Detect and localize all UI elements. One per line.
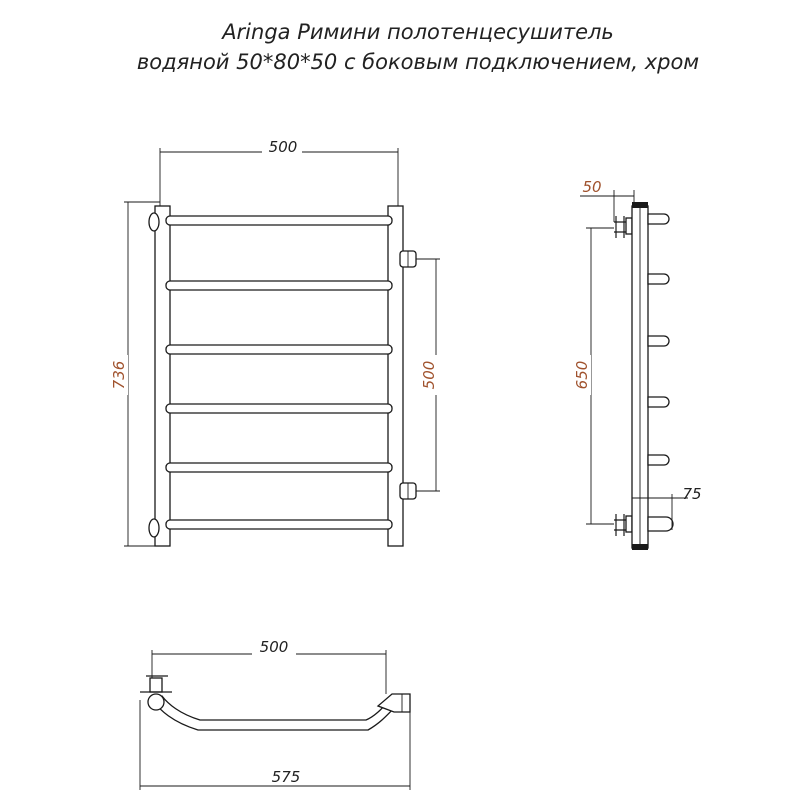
rung-3	[166, 345, 392, 354]
rung-2	[166, 281, 392, 290]
side-height-label: 650	[573, 360, 591, 390]
side-top-cap	[632, 202, 648, 208]
side-bottom-valve	[614, 514, 632, 536]
front-view	[110, 138, 440, 546]
rung-6	[166, 520, 392, 529]
front-connection-label: 500	[420, 360, 438, 390]
rung-1	[166, 216, 392, 225]
rung-5	[166, 463, 392, 472]
front-width-label: 500	[268, 138, 298, 156]
side-bottom-cap	[632, 544, 648, 550]
top-inner-width-dimension	[152, 638, 386, 694]
front-connection-dimension	[416, 259, 440, 491]
top-overall-width-label: 575	[271, 768, 301, 786]
left-upright	[155, 206, 170, 546]
top-inner-width-label: 500	[259, 638, 289, 656]
side-top-valve	[614, 216, 632, 238]
top-view	[140, 638, 410, 790]
top-left-bracket	[140, 676, 172, 692]
side-view	[573, 178, 702, 550]
front-height-label: 736	[110, 360, 128, 390]
rung-4	[166, 404, 392, 413]
left-bottom-bracket	[149, 519, 159, 537]
side-offset-label: 50	[582, 178, 602, 196]
drawing-title-line1: Aringa Римини полотенцесушитель	[222, 20, 614, 44]
side-height-dimension	[573, 228, 614, 524]
drawing-title-line2: водяной 50*80*50 с боковым подключением, хром	[136, 50, 700, 74]
side-depth-label: 75	[682, 485, 702, 503]
top-tube-profile	[152, 696, 398, 730]
side-offset-dimension	[580, 178, 634, 222]
side-rung-stubs	[648, 214, 673, 531]
rungs	[166, 216, 392, 529]
front-width-dimension	[160, 138, 398, 206]
left-top-bracket	[149, 213, 159, 231]
top-left-end-cap	[148, 694, 164, 710]
front-height-dimension	[110, 202, 160, 546]
